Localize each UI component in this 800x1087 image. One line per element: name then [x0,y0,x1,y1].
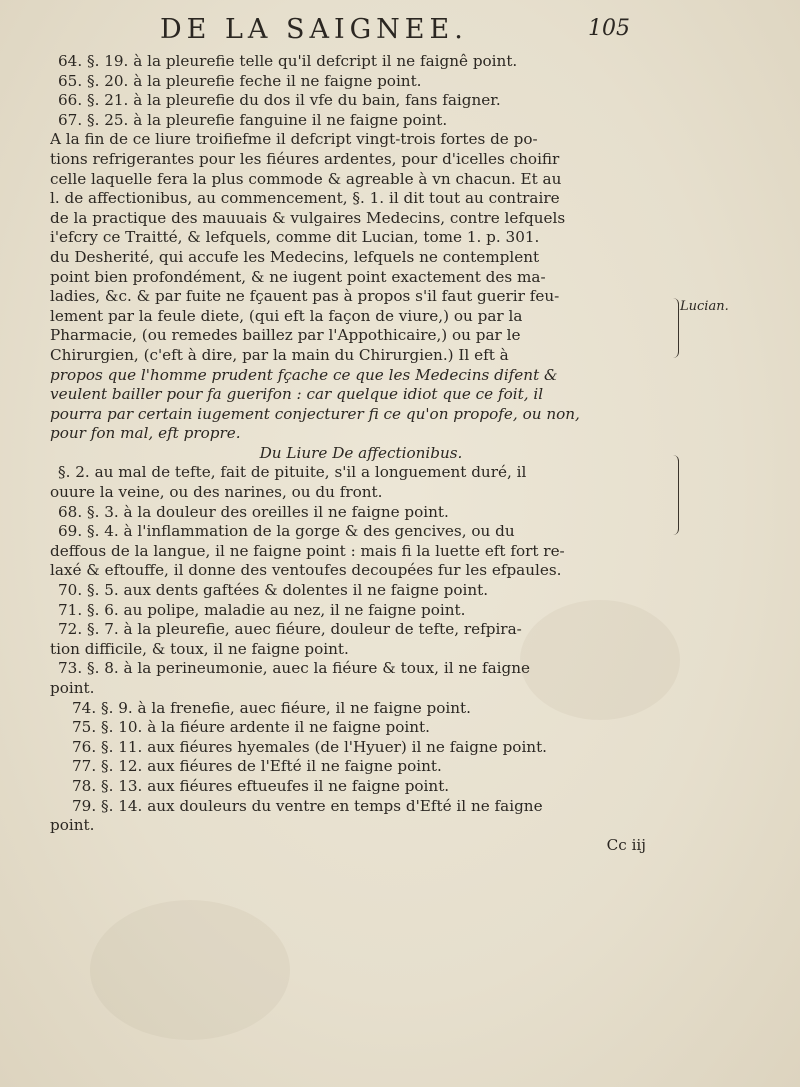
text-line: 78. §. 13. aux fiéures eftueufes il ne faigne point. [72,776,450,795]
text-line: Pharmacie, (ou remedes baillez par l'Appothicaire,) ou par le [50,326,521,345]
text-line: point bien profondément, & ne iugent point exactement des ma- [50,267,546,286]
text-line: i'efcry ce Traitté, & lefquels, comme dit Lucian, tome 1. p. 301. [50,228,540,247]
paper-stain [90,900,290,1040]
text-line: ouure la veine, ou des narines, ou du front. [50,483,383,502]
text-line: 67. §. 25. à la pleurefie fanguine il ne faigne point. [58,110,448,129]
body-text [50,52,672,855]
text-line: 74. §. 9. à la frenefie, auec fiéure, il ne faigne point. [72,698,471,717]
text-line: lement par la feule diete, (qui eft la façon de viure,) ou par la [50,306,523,325]
text-line: point. [50,679,95,697]
text-line: propos que l'homme prudent fçache ce que les Medecins difent & [50,365,558,384]
text-line: Chirurgien, (c'eft à dire, par la main du Chirurgien.) Il eft à [50,345,509,364]
text-line: Du Liure De affectionibus. [259,443,463,462]
text-line: laxé & eftouffe, il donne des ventoufes decoupées fur les efpaules. [50,561,562,580]
text-line: l. de affectionibus, au commencement, §. 1. il dit tout au contraire [50,189,560,208]
text-line: veulent bailler pour fa guerifon : car quelque idiot que ce foit, il [50,385,544,404]
text-line: point. [50,816,95,835]
text-line: 75. §. 10. à la fiéure ardente il ne faigne point. [72,718,430,737]
text-line: 65. §. 20. à la pleurefie feche il ne faigne point. [58,71,422,90]
text-line: 69. §. 4. à l'inflammation de la gorge & des gencives, ou du [58,522,515,541]
text-line: §. 2. au mal de tefte, fait de pituite, s'il a longuement duré, il [58,463,527,482]
text-line: du Desherité, qui accufe les Medecins, lefquels ne contemplent [50,247,540,266]
text-line: 71. §. 6. au polipe, maladie au nez, il ne faigne point. [58,600,466,619]
text-line: 72. §. 7. à la pleurefie, auec fiéure, douleur de tefte, refpira- [58,620,522,639]
running-title: DE LA SAIGNEE. [160,14,468,45]
text-line: ladies, &c. & par fuite ne fçauent pas à propos s'il faut guerir feu- [50,287,560,306]
text-line: de la practique des mauuais & vulgaires Medecins, contre lefquels [50,208,566,227]
text-line: A la fin de ce liure troifiefme il defcript vingt-trois fortes de po- [50,130,538,149]
text-line: 68. §. 3. à la douleur des oreilles il ne faigne point. [58,502,449,521]
text-line: tions refrigerantes pour les fiéures ardentes, pour d'icelles choifir [50,149,560,168]
text-line: 77. §. 12. aux fiéures de l'Efté il ne faigne point. [72,757,442,776]
page-header [160,14,630,48]
page-number: 105 [588,16,630,41]
signature-mark: Cc iij [606,835,646,854]
text-line: pour fon mal, eft propre. [50,424,241,443]
margin-note: Lucian. [680,299,729,314]
text-line: 79. §. 14. aux douleurs du ventre en temps d'Efté il ne faigne [72,796,543,815]
text-line: 66. §. 21. à la pleurefie du dos il vfe du bain, fans faigner. [58,91,501,110]
text-line: pourra par certain iugement conjecturer fi ce qu'on propofe, ou non, [50,404,580,423]
margin-bracket [672,455,679,535]
text-line: celle laquelle fera la plus commode & agreable à vn chacun. Et au [50,169,562,188]
text-line: 70. §. 5. aux dents gaftées & dolentes il ne faigne point. [58,581,489,600]
text-line: 76. §. 11. aux fiéures hyemales (de l'Hyuer) il ne faigne point. [72,737,548,756]
text-line: tion difficile, & toux, il ne faigne point. [50,639,349,658]
text-line: 73. §. 8. à la perineumonie, auec la fiéure & toux, il ne faigne [58,659,531,678]
text-line: 64. §. 19. à la pleurefie telle qu'il defcript il ne faignê point. [58,52,518,70]
text-line: deffous de la langue, il ne faigne point : mais fi la luette eft fort re- [50,541,565,560]
margin-bracket [672,298,679,358]
